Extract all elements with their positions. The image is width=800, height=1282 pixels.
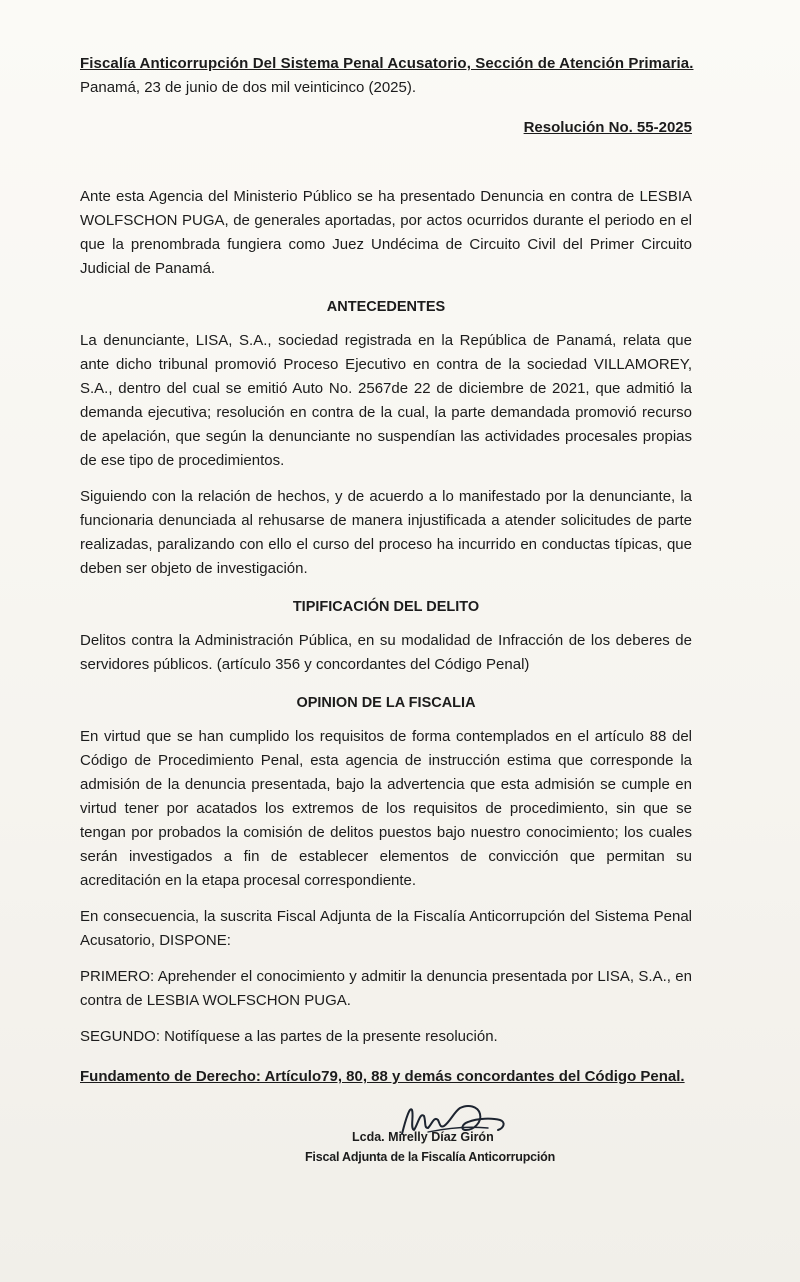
segundo-paragraph: SEGUNDO: Notifíquese a las partes de la presente resolución.: [80, 1028, 498, 1045]
tipificacion-title: TIPIFICACIÓN DEL DELITO: [292, 599, 480, 615]
signature-block: [300, 1098, 600, 1178]
signatory-name: Lcda. Mirelly Díaz Girón: [352, 1130, 494, 1144]
signatory-title: Fiscal Adjunta de la Fiscalía Anticorrupción: [305, 1150, 556, 1164]
office-header: Fiscalía Anticorrupción Del Sistema Penal Acusatorio, Sección de Atención Primaria.: [80, 55, 694, 72]
opinion-paragraph-2: En consecuencia, la suscrita Fiscal Adjunta de la Fiscalía Anticorrupción del Sistema Penal Acusatorio, DISPONE:: [80, 908, 692, 949]
intro-paragraph: Ante esta Agencia del Ministerio Público se ha presentado Denuncia en contra de LESBIA WOLFSCHON PUGA, de generales aportadas, por actos ocurridos durante el periodo en el que la prenombrada fungiera como Juez Undécima de Circuito Civil del Primer Circuito Judicial de Panamá.: [80, 188, 692, 277]
fundamento-derecho: Fundamento de Derecho: Artículo79, 80, 88 y demás concordantes del Código Penal.: [80, 1068, 685, 1085]
antecedentes-paragraph-2: Siguiendo con la relación de hechos, y de acuerdo a lo manifestado por la denunciante, la funcionaria denunciada al rehusarse de manera injustificada a atender solicitudes de parte realizadas, paralizando con ello el curso del proceso ha incurrido en conductas típicas, que deben ser objeto de investigación.: [80, 488, 692, 577]
tipificacion-paragraph: Delitos contra la Administración Pública, en su modalidad de Infracción de los deberes de servidores públicos. (artículo 356 y concordantes del Código Penal): [80, 632, 692, 673]
antecedentes-title: ANTECEDENTES: [326, 299, 446, 315]
opinion-paragraph-1: En virtud que se han cumplido los requisitos de forma contemplados en el artículo 88 del Código de Procedimiento Penal, esta agencia de instrucción estima que corresponde la admisión de la denuncia presentada, bajo la advertencia que esta admisión se cumple en virtud tener por acatados los extremos de los requisitos de procedimiento, sin que se tengan por probados la comisión de delitos puestos bajo nuestro conocimiento; los cuales serán investigados a fin de establecer elementos de convicción que permitan su acreditación en la etapa procesal correspondiente.: [80, 728, 692, 889]
primero-paragraph: PRIMERO: Aprehender el conocimiento y admitir la denuncia presentada por LISA, S.A., en contra de LESBIA WOLFSCHON PUGA.: [80, 968, 692, 1009]
resolution-number: Resolución No. 55-2025: [523, 119, 692, 136]
opinion-title: OPINION DE LA FISCALIA: [296, 695, 476, 711]
place-date: Panamá, 23 de junio de dos mil veinticinco (2025).: [80, 79, 417, 96]
antecedentes-paragraph-1: La denunciante, LISA, S.A., sociedad registrada en la República de Panamá, relata que ante dicho tribunal promovió Proceso Ejecutivo en contra de la sociedad VILLAMOREY, S.A., dentro del cual se emitió Auto No. 2567de 22 de diciembre de 2021, que admitió la demanda ejecutiva; resolución en contra de la cual, la parte demandada promovió recurso de apelación, que según la denunciante no suspendían las actividades procesales propias de ese tipo de procedimientos.: [80, 332, 692, 469]
document-body: [80, 52, 692, 1089]
